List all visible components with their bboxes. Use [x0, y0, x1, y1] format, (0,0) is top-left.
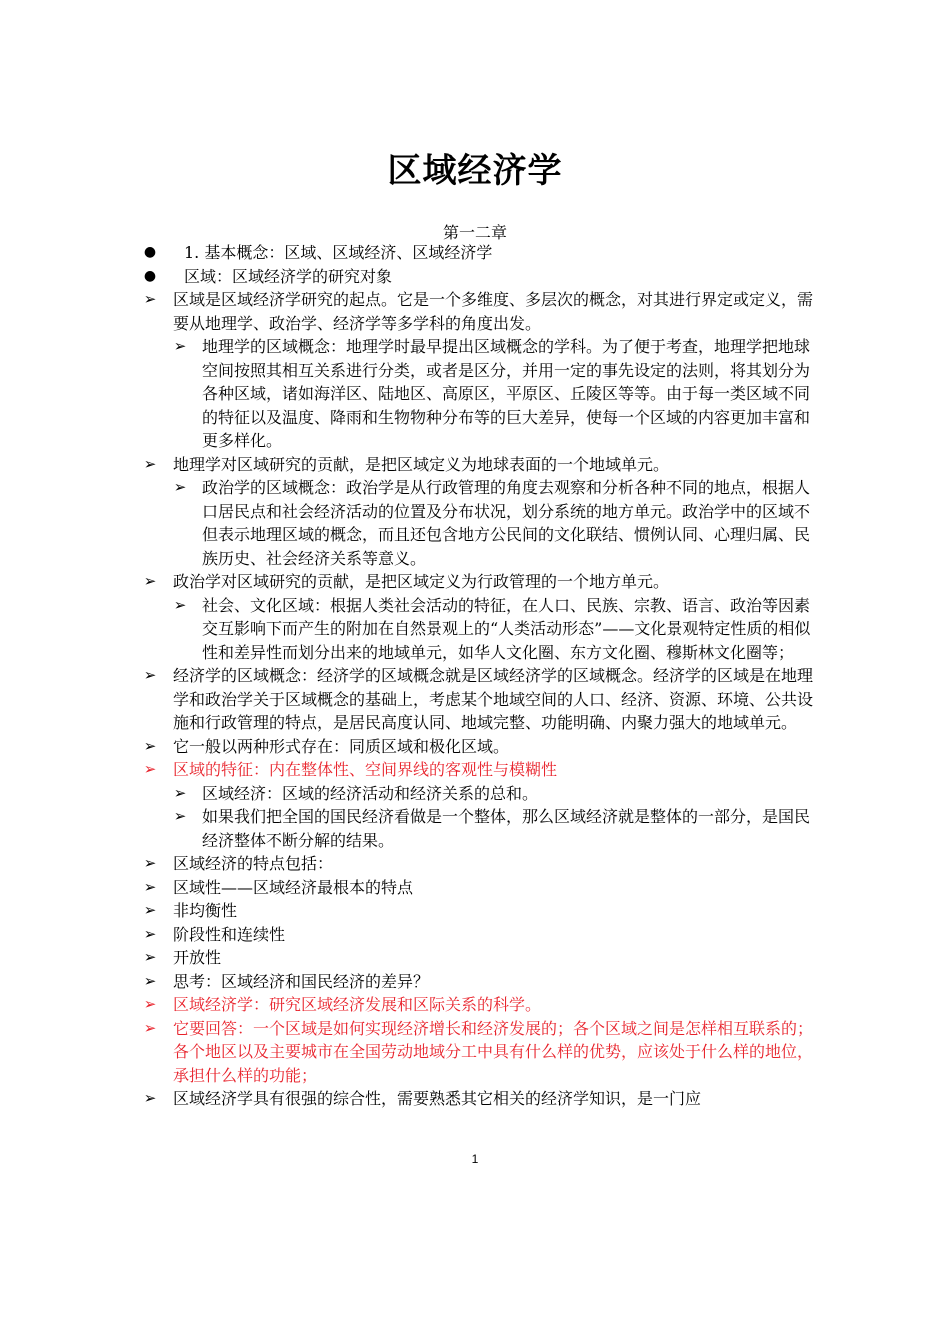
list-item: ➢ 区域经济学具有很强的综合性，需要熟悉其它相关的经济学知识，是一门应: [140, 1087, 820, 1111]
arrow-bullet-icon: ➢: [173, 595, 187, 614]
arrow-bullet-icon: ➢: [143, 736, 157, 755]
chapter-heading: 第一二章: [442, 223, 507, 242]
list-item: ➢ 开放性: [140, 946, 820, 970]
list-item: ➢ 非均衡性: [140, 899, 820, 923]
list-item: ➢ 区域是区域经济学研究的起点。它是一个多维度、多层次的概念，对其进行界定或定义，需要从地理学、政治学、经济学等多学科的角度出发。: [143, 290, 814, 333]
list-item-highlighted: ➢ 它要回答：一个区域是如何实现经济增长和经济发展的；各个区域之间是怎样相互联系的；各个地区以及主要城市在全国劳动地域分工中具有什么样的优势，应该处于什么样的地位，承担什么样的功能；: [143, 1018, 814, 1085]
list-item: ➢ 地理学对区域研究的贡献，是把区域定义为地球表面的一个地域单元。: [140, 453, 820, 477]
arrow-bullet-icon: ➢: [143, 971, 157, 990]
list-item-highlighted: ➢ 区域经济学：研究区域经济发展和区际关系的科学。: [140, 993, 820, 1017]
arrow-bullet-icon: ➢: [143, 572, 157, 590]
list-item: ➢ 它一般以两种形式存在：同质区域和极化区域。: [140, 735, 820, 759]
list-item: ➢ 区域性——区域经济最根本的特点: [140, 876, 820, 900]
arrow-bullet-icon: ➢: [143, 760, 157, 778]
list-item: ➢ 如果我们把全国的国民经济看做是一个整体，那么区域经济就是整体的一部分，是国民经济整体不断分解的结果。: [173, 807, 811, 850]
list-item: ➢ 地理学的区域概念：地理学时最早提出区域概念的学科。为了便于考查，地理学把地球空间按照其相互关系进行分类，或者是区分，并用一定的事先设定的法则，将其划分为各种区域，诸如海洋区、陆地区、高原区，平原区、丘陵区等等。由于每一类区域不同的特征以及温度、降雨和生物物种分布等的巨大差异，使每一个区域的内容更加丰富和更多样化。: [173, 337, 811, 450]
arrow-bullet-icon: ➢: [173, 783, 187, 802]
list-item: ➢ 政治学的区域概念：政治学是从行政管理的角度去观察和分析各种不同的地点，根据人口居民点和社会经济活动的位置及分布状况，划分系统的地方单元。政治学中的区域不但表示地理区域的概念，而且还包含地方公民间的文化联结、惯例认同、心理归属、民族历史、社会经济关系等意义。: [173, 478, 811, 568]
arrow-bullet-icon: ➢: [173, 478, 187, 496]
arrow-bullet-icon: ➢: [143, 995, 157, 1013]
arrow-bullet-icon: ➢: [143, 948, 157, 966]
page-number: 1: [471, 1152, 479, 1166]
list-item: ➢ 社会、文化区域：根据人类社会活动的特征，在人口、民族、宗教、语言、政治等因素交互影响下而产生的附加在自然景观上的“人类活动形态”——文化景观特定性质的相似性和差异性而划分出来的地域单元，如华人文化圈、东方文化圈、穆斯林文化圈等；: [173, 595, 811, 662]
arrow-bullet-icon: ➢: [143, 877, 157, 896]
list-item: ➢ 思考：区域经济和国民经济的差异？: [140, 970, 820, 994]
arrow-bullet-icon: ➢: [143, 901, 157, 919]
arrow-bullet-icon: ➢: [143, 854, 157, 872]
list-item: ● 1. 基本概念：区域、区域经济、区域经济学: [140, 241, 820, 265]
list-item: ➢ 区域经济的特点包括：: [140, 852, 820, 876]
arrow-bullet-icon: ➢: [143, 454, 157, 473]
arrow-bullet-icon: ➢: [173, 807, 187, 825]
list-item: ● 区域：区域经济学的研究对象: [140, 265, 820, 289]
list-item: ➢ 区域经济：区域的经济活动和经济关系的总和。: [140, 782, 820, 806]
list-item-highlighted: ➢ 区域的特征：内在整体性、空间界线的客观性与模糊性: [140, 758, 820, 782]
arrow-bullet-icon: ➢: [143, 666, 157, 684]
bullet-dot-icon: ●: [143, 244, 157, 260]
list-item: ➢ 阶段性和连续性: [140, 923, 820, 947]
bullet-dot-icon: ●: [143, 267, 157, 284]
document-body: [140, 241, 820, 1111]
arrow-bullet-icon: ➢: [143, 1018, 157, 1037]
arrow-bullet-icon: ➢: [143, 924, 157, 943]
arrow-bullet-icon: ➢: [143, 290, 157, 308]
arrow-bullet-icon: ➢: [173, 337, 187, 355]
list-item: ➢ 经济学的区域概念：经济学的区域概念就是区域经济学的区域概念。经济学的区域是在地理学和政治学关于区域概念的基础上，考虑某个地域空间的人口、经济、资源、环境、公共设施和行政管理的特点，是居民高度认同、地域完整、功能明确、内聚力强大的地域单元。: [143, 666, 814, 732]
list-item: ➢ 政治学对区域研究的贡献，是把区域定义为行政管理的一个地方单元。: [140, 570, 820, 594]
document-title: 区域经济学: [387, 151, 563, 191]
arrow-bullet-icon: ➢: [143, 1089, 157, 1107]
